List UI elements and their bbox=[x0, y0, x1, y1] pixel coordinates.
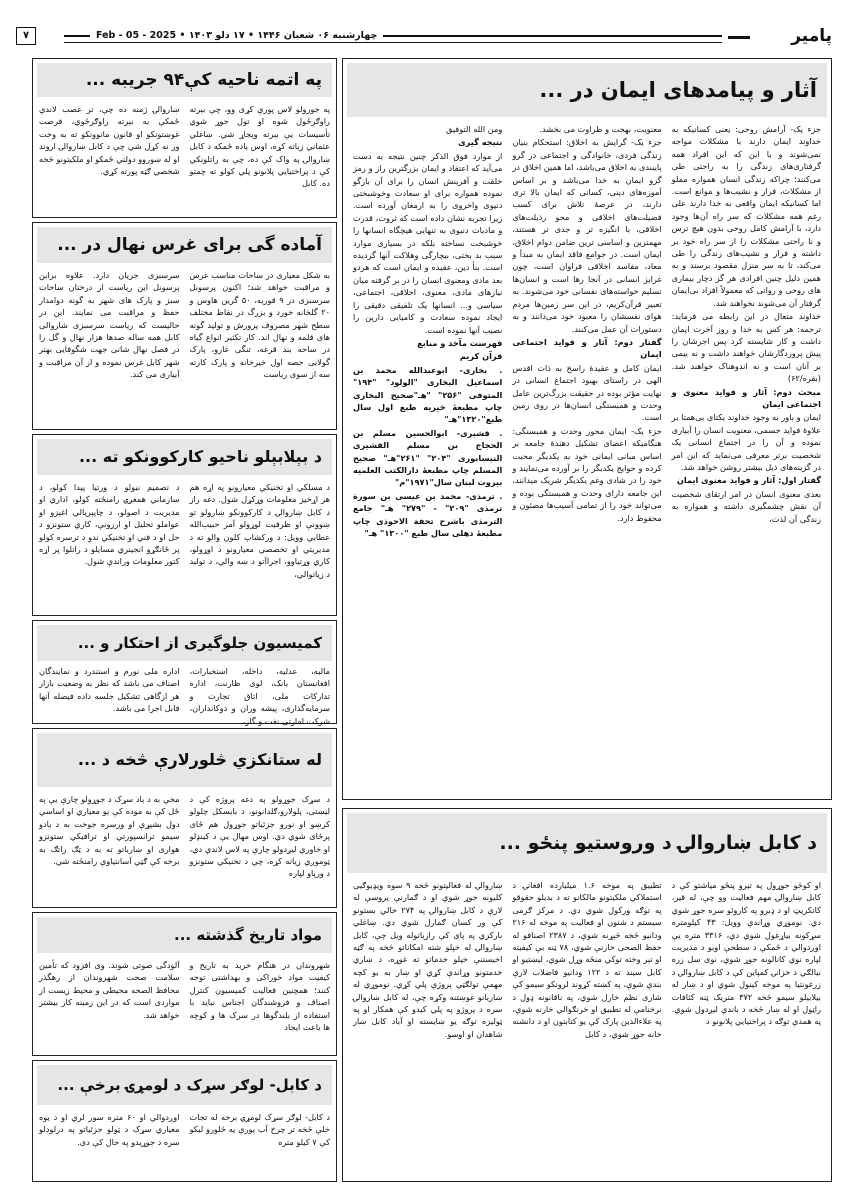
article-bilabilo-col-1: د مسلکي او تخنیکي معیارونو په اړه هم هر اړخیز معلومات وړکړل شول. دغه راز د کابل ښاروالۍ د کارکوونکو ښارولو تو ښوونې او ظرفیت لوړولو آمر حبیب‌الله عطایي وویل: د ورکشاپ کلون والو ته د مدیریتي او تخصصي معیارونو د اوړولو، کاري وړتیاوو، اجراآتو د ښه والي، د تولید د زیاتوالي، bbox=[189, 482, 330, 579]
article-history-columns bbox=[39, 959, 330, 1051]
article-faith-title: آثار و پیامدهای ایمان در ... bbox=[347, 63, 827, 117]
article-municipality-col-1: او کوڅو جوړول په تیرو پنځو میاشتو کې د کابل ښاروالۍ مهم فعالیت وو چې، له قیر، کانکریټ او د ډبرو په کاروئو سره جوړ شوي دي. نوموړي وړاندې وویل: ۴۳ کیلومتره سړکونه بیاړغول شوي دي، ۳۳۱۶ متره یې اوږدوالي د ځمکې د سطحې اوبو د مدیریت لپاره نوي کانالونه جوړ شوي، نوی سل زره نیالګي د خزانۍ کمپاین کې د کابل ښاروالۍ د زرغونتیا په موخه کینول شوي او د ښار له بیلابیلو سیمو څخه ۳۷۲ متریک ټنه کثافات راټول او له ښار څخه د باندې لیږدول شوي. په همدې توګه د پراختیایي پلانونو د bbox=[671, 880, 821, 1027]
article-municipality-col-2: تطبیق په موخه ۱.۶ میلیارده افغانۍ د استملاکي ملکیتونو مالکانو ته د بدیلو حقوقو په توګه ورکول شوي دي. د مرکز ګرمی سیستم د شتون او فعالیت په موخه له ۲۱۶ ودانیو څخه څېړنه شوې، د ۲۳۸۷ اصنافو له حفظ الصحی خارنې شوي، ۷۸ ټنه بې کیفیته او تېر وخته توکي منځه وړل شوي، لیښتیو او کابل سیند ته د ۱۲۲ ودانیو فاضلاب لارې بندې شوې، په کښته کړوند لرونکو سیمو کې شاری نظم خارل شوي، په ناقانونه ډول د نرخنامې له تطبیق او خرنګوالي خارنه شوې، په علاءالدین پارک کې یو کتابتون او د دانشنه خانه جوړ شوي، د کابل bbox=[512, 880, 662, 1039]
article-jaribs-columns bbox=[39, 103, 330, 213]
masthead bbox=[0, 0, 842, 50]
article-bilabilo-title: د بېلابېلو ناحیو کارکوونکو ته ... bbox=[37, 439, 332, 475]
reference-item: . ترمذی- محمد بن عیسی بن سورة ترمذی "۲۰۹" - "۲۷۹" هـ" جامع الترمذی باشرح تحفة الاحوذی چاپ مطبعهٔ دهلی سال طبع "۱۳۰۰" هـ" bbox=[353, 490, 503, 538]
article-hoarding-columns bbox=[39, 665, 330, 726]
article-faith-col-1 bbox=[672, 123, 821, 793]
reference-item: . بخاری- ابوعبدالله محمد بن اسماعیل البخاری "الولود" "۱۹۴" المتوفی "۲۵۶" "هـ"صحیح البخاری چاپ مطبعهٔ خیریه طبع اول سال طبع"۱۳۲۰"هـ" bbox=[353, 364, 503, 425]
article-jaribs-col-1: په جورولو لاس پورې کړی وو، چې بېرته راوګرځول شوه او تول جوړ شوي تأسیسات یې بېرته ویجاړ شي. ښاغلي عثماني زیاته کړه، اوس یاده ځمکه د کابل ښاروالۍ په واک کې ده، چې به راتلونکي کې د پراختیایي پلانونو پلي کولو ته چمتو ده. کابل bbox=[189, 104, 330, 189]
article-road-title: د کابل- لوګر سړک د لومړۍ برخې ... bbox=[37, 1065, 332, 1105]
article-history-col-2: آلودگی صوتی شوند. وی افزود که تأمین سلامت صحت شهروندان از رهگذر محافظ الصحه محیطی و محیط زیست از مواردی است که در این زمینه کار بیشتر خواهد شد. bbox=[39, 960, 180, 1020]
subheading: فهرست مآخذ و منابع bbox=[417, 337, 503, 348]
article-trees-title: آماده گی برای غرس نهال در ... bbox=[37, 227, 332, 263]
article-wardak bbox=[32, 728, 337, 908]
newspaper-brand: پامیر bbox=[791, 26, 832, 46]
article-jaribs bbox=[32, 58, 337, 218]
article-municipality-columns bbox=[353, 879, 821, 1175]
brand-dash bbox=[728, 36, 750, 39]
article-history bbox=[32, 912, 337, 1056]
paragraph: جزء یک- ایمان محور وحدت و همبستگی: هنگامیکه اعضای تشکیل دهندهٔ جامعه بر اساس مبانی ایمانی خود به یکدیگر محبت کرده و حوایج یکدیگر را بر آورده می‌نمایند و خود را در شادی وغم یکدیگر شریک میدانند، این جامعه دارای وحدت و همبستگی بوده و می‌تواند خود را از تمامی آسیب‌ها مصئون و محفوظ دارد. bbox=[512, 425, 662, 523]
article-wardak-title: له ستانکزي څلورلارې څخه د ... bbox=[37, 733, 332, 787]
closing-line: ومن الله التوفیق bbox=[446, 124, 503, 134]
article-hoarding-col-1: مالیه، عدلیه، داخله، استخبارات، افغانستان بانک، لوی ظارنت، اداره تدارکات ملی، اتاق تجارت و سرمایه‌گذاری، پیشه وران و دوکانداران، شرکت امارتی نفت و گاز، bbox=[189, 666, 330, 726]
article-road-col-2: اوږدوالي او ۶۰ متره سور لري او د یوه معیاري سړک د ټولو جزئیاتو په درلودلو سره د جوړیدو په حال کې دی. bbox=[39, 1112, 180, 1147]
subheading: قرآن کریم bbox=[459, 351, 503, 362]
article-wardak-col-2: مخي به د یاد سړک د جوړولو چارې یې په ځل کې به موده کې یو معیاري او اساسي دول بشپړې او ورسره جوخت به د یادو سیمو ترانسپورتي او ترافیکي ستونزو هواری او ښارباتو ته به د ټګ راتګ به برخه کې ګټي آسانتیاوې رامنځته شي. bbox=[39, 794, 180, 867]
article-municipality bbox=[342, 808, 832, 1182]
article-trees-col-2: سرسبزی جریان دارد. علاوه براین پرسونل این ریاست از درختان ساحات سبز و پارک های شهر به گونه دوامدار حفظ و مراقبت می نمایند. این در حالیست که ریاست سرسبزی شاروالی کابل همه ساله صدها هزار نهال و گل را در فصل نهال شانی جهت شگوفایی بهتر شهر کابل غرس نموده و از آن مراقبت و آبیاری می کند. bbox=[39, 270, 180, 380]
article-hoarding-col-2: اداره ملی نورم و استندرد و نمایندگان اصناف می باشد که نظر به وضعیت بازار هر ازگاهی تشکیل جلسه داده فیصله آنها قابل اجرا می باشد. bbox=[39, 666, 180, 714]
article-history-title: مواد تاریخ گذشته ... bbox=[37, 917, 332, 953]
article-bilabilo-col-2: د تصمیم نیولو د ورتیا پیدا کولو، د سازماني همغږۍ رامنځته کولو، اداري او مدیریت د اصولو، د چاپېریالي اغېزو او عواملو تحلیل او ارزونې، کاري ستونزو د حل او د فني او تخنیکي ندو د ترسره کولو پر ځانګړو انجینري مسایلو د راتلوا پر اړه کتور معلومات وراندې شول. bbox=[39, 482, 180, 567]
article-trees-col-1: به شکل معیاری در ساحات مناسب غرس و مراقبت خواهد شد؛ اکنون پرسونل سرسبزی در ۹ قوریه، ۵۰ گرین هاوس و ۲۰ گلخانه خورد و بزرگ در نقاط مختلف سطح شهر مصروف پرورش و تولید گونه های قلمه و نهال اند. کار تکثیر انواع گیاه در ساحه بند قرغه، تنگی غارو، پارک گولایی حصه اول خیرخانه و پارک کارته سه از سوی ریاست bbox=[189, 270, 330, 380]
paragraph: از موارد فوق الذکر چنین نتیجه به دست می‌آید که اعتقاد و ایمان بزرگترین راز و رمز خلقت و آفرینش انسان را برای آن بازگو نموده همواره برای او سعادت وخوشبختی دنیوی واخروی را به ارمغان آورده است. زیرا تجربه نشان داده است که ثروت، قدرت و مادیات دنیوی به تنهایی هیچگاه انسانها را خوشبخت نساخته بلکه در بسیاری موارد سبب بد بختی، بیچارگی وهلاکت آنها گردیده است. بنأ دین، عقیده و ایمان است که هردو بعد مادی ومعنوی انسان را در بر گرفته میان نیاز‌های مادی، معنوی، اخلاقی، اجتماعی، سیاسی و... انسانها یک تلفیقی دقیقی را ایجاد نموده سعادت و کامیابی دارین را نصیب آنها نموده است. bbox=[353, 150, 503, 335]
article-road bbox=[32, 1060, 337, 1182]
paragraph: ایمان کامل و عقیدهٔ راسخ به ذات اقدس الهی در راستای بهبود اجتماع انسانی در نهایت مؤثر بوده در حقیقت بزرگ‌ترین عامل وحدت و همبستگی انسان‌ها در روی زمین است. bbox=[512, 362, 662, 423]
article-municipality-col-3: ښاروالۍ له فعالیتونو څخه ۹ سوه ویډیوګیی کلیونه جوړ شوي او د ګمارنې پروسې له لارې د کابل ښاروالۍ په ۲۷۴ خالي بستونو کې ور کسان ګمارل شوي دي. ښاغلي بارکزي په پای کې رازیاتوله ویل چې، کابل ښاروالۍ له خپلو شته امکاناتو څخه په ګټه اخیستنې خپلو خدماتو ته غوړه، د ښاري خدمتونو وړاندې کړي او ښار به یو کچه مهمې تولګټي پروژې پلي کړي. نوموړي له ښاریانو غوښتنه وکړه چې، له کابل ښاروالۍ سره د پروژو په پلي کیدو کې همکار او په ټولیزه توګه یو ښایسته او آباد کابل ښار شاهدان او اوسو. bbox=[353, 880, 503, 1039]
subheading: مبحث دوم: آثار و فواید معنوی و اجتماعی ایمان bbox=[671, 386, 821, 409]
article-bilabilo bbox=[32, 434, 337, 616]
article-faith-col-2 bbox=[512, 123, 661, 793]
article-faith-columns bbox=[353, 123, 821, 793]
paragraph: جزء یک- آرامش روحی: یعنی کسانیکه به خداوند ایمان دارند با مشکلات مواجه نمی‌شوند و یا این که این افراد همه گرفتاری‌های زندگی را به راحتی طی می‌کنند؛ چراکه زندگی انسان همواره مملو از مشکلات، فراز و نشیب‌ها و موانع است. اما کسانیکه ایمان واقعی به خدا دارند علی رغم همه مشکلات که سر راه آن‌ها وجود دارد، با آرامش کامل روحی بدون هیچ ترس و نا راحتی مشکلات را از سر راه خود بر داشته و فراز و نشیب‌های زندگی را طی می‌کند، تا به سر منزل مقصود برسند و به همین دلیل چنین افرادی هر گز دچار بیماری های روحی و روانی که معمولاً افراد بی‌ایمان گرفتار آن می‌شوند نخواهند شد. bbox=[671, 124, 821, 308]
paragraph: بعدی معنوی انسان در امر ارتقای شخصیت آن نقش چشمگیری داشته و همواره به زندگی آن لذت، bbox=[671, 488, 821, 524]
paragraph: خداوند متعال در این رابطه می فرماید: ترجمه: هر کس به خدا و روز آخرت ایمان داشت و کار شایسته کرد پس اجرشان را پیش پروردگارشان خواهند داشت و نه بیمی بر آنان است و نه اندوهناک خواهند شد.(بقره/۶۲) bbox=[671, 311, 821, 384]
subheading: نتیجه گیری bbox=[458, 137, 503, 148]
article-wardak-columns bbox=[39, 793, 330, 903]
subheading: گفتار دوم: آثار و فواید اجتماعی ایمان bbox=[512, 336, 662, 360]
article-jaribs-col-2: ښاروالۍ ژمنه ده چې، تر غصب لاندې ځمکې به بېرته راوګرځوي، فرصت غوښتونکو او قانون ماتوونکو ته به وخت ور نه کړل شي چې د کابل ښاروالۍ اروند او له ښوروو دولتي ځمکو او ملکیتونو څخه شخصي ګټه پورته کړي. bbox=[39, 104, 180, 177]
dateline: چهارشنبه ۰۶ شعبان ۱۴۴۶ • ۱۷ دلو ۱۴۰۳ • Feb - 05 - 2025 bbox=[90, 30, 383, 41]
article-road-columns bbox=[39, 1111, 330, 1177]
article-hoarding-title: کمیسیون جلوگیری از احتکار و ... bbox=[37, 625, 332, 661]
subheading: گفتار اول: آثار و فواید معنوی ایمان bbox=[676, 475, 821, 486]
article-trees-columns bbox=[39, 269, 330, 425]
page-number: ۷ bbox=[16, 27, 36, 45]
masthead-rule-thin bbox=[64, 42, 722, 43]
paragraph: جزء یک- گرایش به اخلاق: استحکام بنیان زندگی فردی، خانوادگی و اجتماعی در گرو پایبندی به اخلاق می‌باشد، اما همین اخلاق در گرو ایمان به خدا می‌باشد و بر اساس آموزه‌های دینی، کسانی که ایمان بالا تری دارند، در عرصهٔ تلاش برای کسب فضیلت‌های اخلاقی و محو رذیلت‌های اخلاقی، با انگیزه تر و جدی تر هستند، مهمترین و اساسی ترین ضامن دوام اخلاق، ایمان است. در جوامع فاقد ایمان به مبدأ و معاد، مفاسد اخلاقی فراوان است، چون غرایز انسانی در آنجا رها است و انسان‌ها تسلیم خواسته‌های نفسانی خود می‌شوند. به تعبیر قرآن‌کریم، در این سر زمین‌ها مردم هوای نفسشان را معبود خود می‌دانند و به دستورات آن عمل می‌کنند. bbox=[512, 137, 662, 334]
paragraph: معنویت، بهجت و طراوت می بخشد. bbox=[539, 124, 662, 134]
article-hoarding bbox=[32, 620, 337, 724]
article-faith bbox=[342, 58, 832, 800]
article-history-col-1: شهروندان در هنگام خرید به تاریخ و کیفیت مواد خوراکی و بهداشتی توجه کنند؛ همچنین فعالیت کمیسیون کنترل اصناف و فروشندگان اجناس نباید با استفاده از بلندگوها در سرک ها و کوچه ها باعث ایجاد bbox=[189, 960, 330, 1033]
article-municipality-title: د کابل ښاروالۍ د وروستیو پنځو ... bbox=[347, 813, 827, 873]
reference-item: . قشیری- ابوالحسین مسلم بن الحجاج بن مسلم القشیری النیسابوری "۲۰۴" "۲۶۱"هـ" صحیح المسلم چاپ مطبعهٔ دارالکتب العلمیه بیروت لبنان سال"۱۹۷۱"م" bbox=[353, 427, 503, 488]
article-bilabilo-columns bbox=[39, 481, 330, 611]
article-trees bbox=[32, 222, 337, 430]
article-road-col-1: د کابل- لوګر سړک لومړۍ برخه له تجات خلې څخه تر چرخ آب پورې یه څلورو لیکو کې ۷ کیلو متره bbox=[189, 1112, 330, 1147]
article-jaribs-title: په اتمه ناحیه کې۹۴ جریبه ... bbox=[37, 63, 332, 97]
article-wardak-col-1: د سړک جوړولو په دغه پروژه کې د لیښتی، پلولارو،ګلدانونو، د بایسکل چلولو کرښو او نورو جزئیاتو جوړول هم ځای پرځای شوي دي. اوس مهال یې د کینډلو او خاورې لیږدولو چارې په لاس لاندې دي، ټوموږي زیاته کړه، چې د تخنیکي ستونزو د ورپاو لپاره bbox=[189, 794, 330, 879]
article-faith-col-3 bbox=[353, 123, 502, 793]
paragraph: ایمان و باور به وجود خداوند یکتای بی‌همتا بر علاوهٔ فواید جسمی، معنویت انسان را آبیاری نموده و آن را در اجتماع انسانی یک شخصیت برتر معرفی می‌نماید که این امر در گزینه‌های ذیل بیشتر روشن خواهد شد. bbox=[671, 412, 821, 472]
